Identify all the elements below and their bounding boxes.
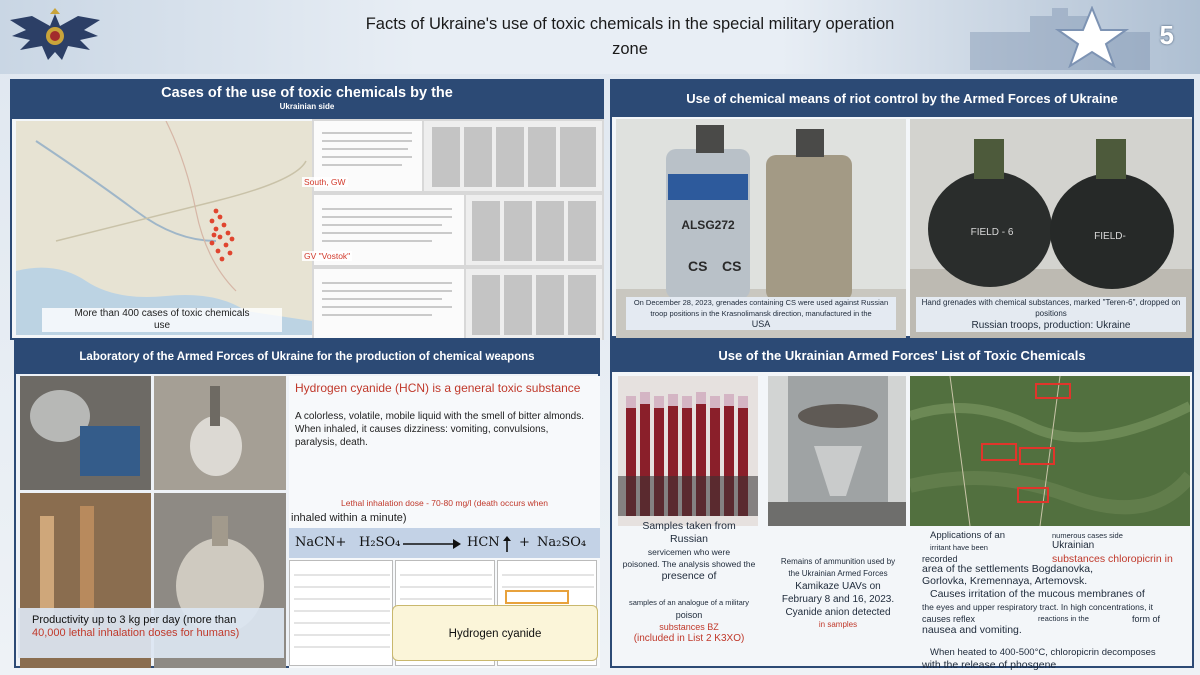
ammunition-line-6: in samples — [818, 620, 858, 629]
chloropicrin-line-8b: reactions in the — [1038, 614, 1089, 623]
chloropicrin-line-2b: Ukrainian — [1052, 540, 1095, 551]
formula-reactant-1: NaCN+ — [295, 535, 347, 550]
blood-samples-photo — [618, 376, 758, 526]
formula-reactant-2: H₂SO₄ — [359, 535, 401, 550]
toxic-chemicals-panel-title: Use of the Ukrainian Armed Forces' List of Toxic Chemicals — [612, 340, 1192, 372]
cases-panel — [10, 79, 604, 340]
chemical-formula — [289, 528, 600, 558]
teren-grenades-caption — [916, 297, 1186, 332]
cs-grenades-photo — [616, 119, 906, 339]
page-title-line-1: Facts of Ukraine's use of toxic chemicals in the special military operation — [365, 15, 895, 33]
label-gv-vostok: GV "Vostok" — [304, 251, 351, 261]
ammunition-line-4: February 8 and 16, 2023. — [781, 594, 895, 605]
samples-description — [618, 520, 760, 645]
grenade-label-2: FIELD- — [1094, 231, 1126, 242]
hydrogen-cyanide-callout: Hydrogen cyanide — [392, 605, 598, 661]
samples-line-8: substances BZ — [659, 622, 719, 632]
cases-panel-header — [12, 81, 602, 119]
chloropicrin-line-4: area of the settlements Bogdanovka, — [922, 563, 1094, 575]
ammunition-remains-graphic — [768, 376, 906, 526]
documents-collage — [312, 119, 604, 340]
can-label-cs-2: CS — [722, 258, 742, 274]
chloropicrin-line-3: recorded — [922, 554, 958, 564]
map-graphic — [16, 121, 312, 335]
samples-line-2: Russian — [670, 533, 708, 545]
samples-line-6: samples of an analogue of a military — [628, 598, 750, 607]
formula-plus: + — [519, 535, 530, 550]
ammunition-line-2: the Ukrainian Armed Forces — [788, 569, 888, 578]
teren-grenades-photo — [910, 119, 1192, 339]
map-caption-line-2: use — [153, 320, 171, 331]
samples-line-7: poison — [675, 610, 703, 620]
cases-panel-title: Cases of the use of toxic chemicals by the — [161, 85, 453, 101]
page-title — [300, 12, 960, 62]
chloropicrin-line-9: nausea and vomiting. — [922, 624, 1022, 636]
satellite-map-graphic — [910, 376, 1190, 526]
documents-graphic — [312, 119, 604, 340]
label-south-gw: South, GW — [304, 177, 346, 187]
chloropicrin-line-1b: numerous cases side — [1052, 531, 1123, 540]
chloropicrin-line-1: Applications of an — [930, 530, 1005, 541]
can-label-cs-1: CS — [688, 258, 708, 274]
chloropicrin-line-10: When heated to 400-500°C, chloropicrin decomposes — [930, 647, 1156, 658]
samples-line-9: (included in List 2 K3XO) — [633, 633, 745, 644]
productivity-line-1: Productivity up to 3 kg per day (more than — [32, 614, 237, 626]
formula-product-2: Na₂SO₄ — [537, 535, 587, 550]
toxic-chemicals-panel — [610, 338, 1194, 671]
can-label-alsg: ALSG272 — [681, 218, 735, 232]
productivity-box — [18, 608, 284, 658]
formula-product-1: HCN — [467, 535, 500, 550]
chloropicrin-line-8: causes reflex — [922, 614, 976, 624]
samples-line-1: Samples taken from — [642, 520, 736, 532]
document-table-1 — [289, 560, 393, 666]
ammunition-line-5: Cyanide anion detected — [785, 607, 891, 618]
satellite-map-photo — [910, 376, 1190, 526]
teren-grenades-caption-text: Hand grenades with chemical substances, marked "Teren-6", dropped on positions — [921, 298, 1181, 318]
samples-line-3: servicemen who were — [647, 547, 731, 557]
cs-grenades-caption-text-2: USA — [751, 319, 771, 329]
chloropicrin-line-2: irritant have been — [930, 543, 988, 552]
lethal-dose-line: Lethal inhalation dose - 70-80 mg/l (death occurs when — [341, 498, 548, 508]
map-image — [16, 121, 312, 335]
laboratory-panel-title: Laboratory of the Armed Forces of Ukraine for the production of chemical weapons — [16, 340, 598, 374]
hcn-description: A colorless, volatile, mobile liquid with the smell of bitter almonds. When inhaled, it causes dizziness: vomiting, convulsions, paralysis, death. — [295, 411, 585, 448]
ammunition-line-3: Kamikaze UAVs on — [795, 581, 881, 592]
chloropicrin-line-7: the eyes and upper respiratory tract. In high concentrations, it — [922, 602, 1154, 612]
cases-panel-subtitle: Ukrainian side — [279, 102, 335, 111]
red-star-logo — [1052, 6, 1132, 68]
chloropicrin-line-8c: form of — [1132, 614, 1161, 624]
riot-control-panel — [610, 79, 1194, 338]
reaction-arrow-icon — [403, 538, 461, 550]
teren-grenades-caption-text-2: Russian troops, production: Ukraine — [971, 320, 1131, 331]
gas-up-arrow-icon — [503, 536, 511, 552]
chloropicrin-line-5: Gorlovka, Kremennaya, Artemovsk. — [922, 575, 1088, 587]
slide-number: 5 — [1159, 20, 1174, 50]
page-title-line-2: zone — [612, 40, 648, 58]
document-table-1-graphic — [290, 561, 394, 667]
productivity-line-2: 40,000 lethal inhalation doses for humans) — [32, 627, 240, 639]
map-caption — [42, 308, 282, 332]
hcn-title: Hydrogen cyanide (HCN) is a general toxic substance — [295, 381, 581, 395]
samples-line-4: poisoned. The analysis showed the — [622, 559, 756, 569]
riot-control-panel-title: Use of chemical means of riot control by the Armed Forces of Ukraine — [612, 81, 1192, 117]
double-headed-eagle-emblem — [6, 6, 104, 66]
chloropicrin-line-11: with the release of phosgene — [922, 659, 1057, 671]
map-caption-line-1: More than 400 cases of toxic chemicals — [74, 308, 250, 319]
ammunition-description — [768, 556, 908, 631]
ammunition-remains-photo — [768, 376, 906, 526]
ammunition-line-1: Remains of ammunition used by — [780, 557, 896, 566]
grenade-label-1: FIELD - 6 — [970, 227, 1014, 238]
chloropicrin-line-3b: substances chloropicrin in — [1052, 553, 1173, 565]
cs-grenades-caption — [626, 297, 896, 330]
cs-grenades-caption-text: On December 28, 2023, grenades containing CS were used against Russian troop positions in the Krasnolimansk direction, manufactured in the — [633, 298, 889, 318]
header-bar — [0, 0, 1200, 74]
chloropicrin-line-6: Causes irritation of the mucous membranes of — [930, 588, 1145, 600]
lethal-dose-line-2: inhaled within a minute) — [291, 512, 407, 524]
samples-line-5: presence of — [661, 570, 717, 582]
blood-samples-graphic — [618, 376, 758, 526]
